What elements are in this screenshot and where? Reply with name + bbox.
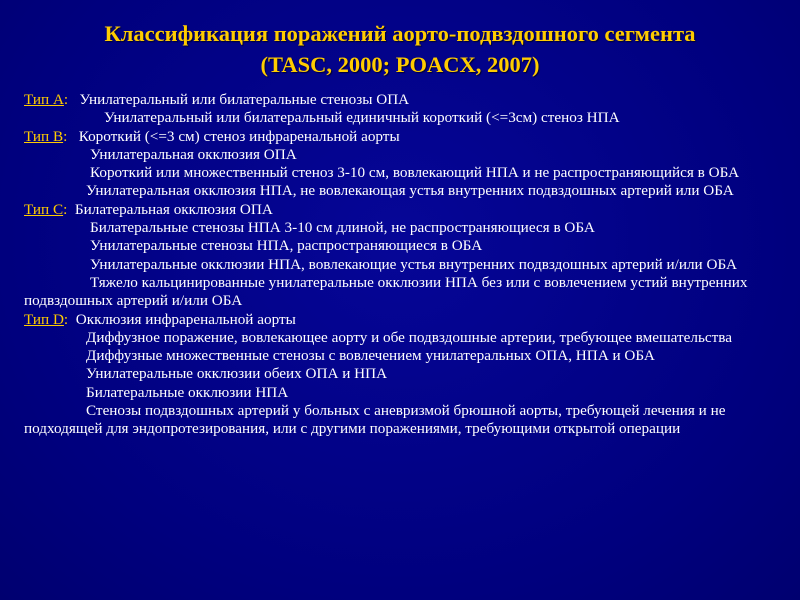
type-c-line	[24, 201, 776, 219]
type-a-label: Тип А:	[24, 91, 69, 108]
type-d-item-1: Диффузное поражение, вовлекающее аорту и обе подвздошные артерии, требующее вмешательства	[86, 328, 732, 346]
type-b-line	[24, 128, 776, 146]
type-b-item-3: Унилатеральная окклюзия НПА, не вовлекающая устья внутренних подвздошных артерий или ОБА	[86, 182, 734, 200]
type-b-item-1: Унилатеральная окклюзия ОПА	[90, 145, 297, 163]
slide-title	[30, 18, 770, 80]
type-c-item-4: Тяжело кальцинированные унилатеральные окклюзии НПА без или с вовлечением устий внутренних подвздошных артерий и/или ОБА	[24, 273, 748, 310]
type-d-item-3: Унилатеральные окклюзии обеих ОПА и НПА	[86, 365, 388, 383]
type-c-item-1: Билатеральные стенозы НПА 3-10 см длиной, не распространяющиеся в ОБА	[90, 219, 595, 237]
type-d-item-2: Диффузные множественные стенозы с вовлечением унилатеральных ОПА, НПА и ОБА	[86, 347, 655, 365]
type-d-label: Тип D:	[24, 310, 69, 328]
title-line-2: (TASC, 2000; POACX, 2007)	[260, 52, 540, 77]
type-b-first: Короткий (<=3 см) стеноз инфраренальной аорты	[78, 127, 400, 145]
type-c-label: Тип С:	[24, 200, 68, 218]
type-c-first: Билатеральная окклюзия ОПА	[74, 200, 273, 218]
type-b-item-2: Короткий или множественный стеноз 3-10 см, вовлекающий НПА и не распространяющийся в ОБА	[90, 164, 740, 182]
type-a-item-1: Унилатеральный или билатеральный единичный короткий (<=3см) стеноз НПА	[104, 109, 620, 127]
type-c-item-2: Унилатеральные стенозы НПА, распространяющиеся в ОБА	[90, 237, 483, 255]
type-d-line	[24, 311, 776, 329]
title-line-1: Классификация поражений аорто-подвздошного сегмента	[104, 21, 696, 46]
type-d-item-4: Билатеральные окклюзии НПА	[86, 383, 289, 401]
type-b-label: Тип В:	[24, 127, 68, 145]
type-d-item-5: Стенозы подвздошных артерий у больных с аневризмой брюшной аорты, требующей лечения и не подходящей для эндопротезирования, или с другими поражениями, требующими открытой операции	[24, 402, 726, 438]
type-c-item-3: Унилатеральные окклюзии НПА, вовлекающие устья внутренних подвздошных артерий и/или ОБА	[90, 255, 737, 273]
classification-content	[24, 91, 776, 439]
type-d-first: Окклюзия инфраренальной аорты	[75, 310, 296, 328]
type-a-first: Унилатеральный или билатеральные стенозы ОПА	[79, 91, 410, 108]
type-a-line	[24, 91, 776, 109]
